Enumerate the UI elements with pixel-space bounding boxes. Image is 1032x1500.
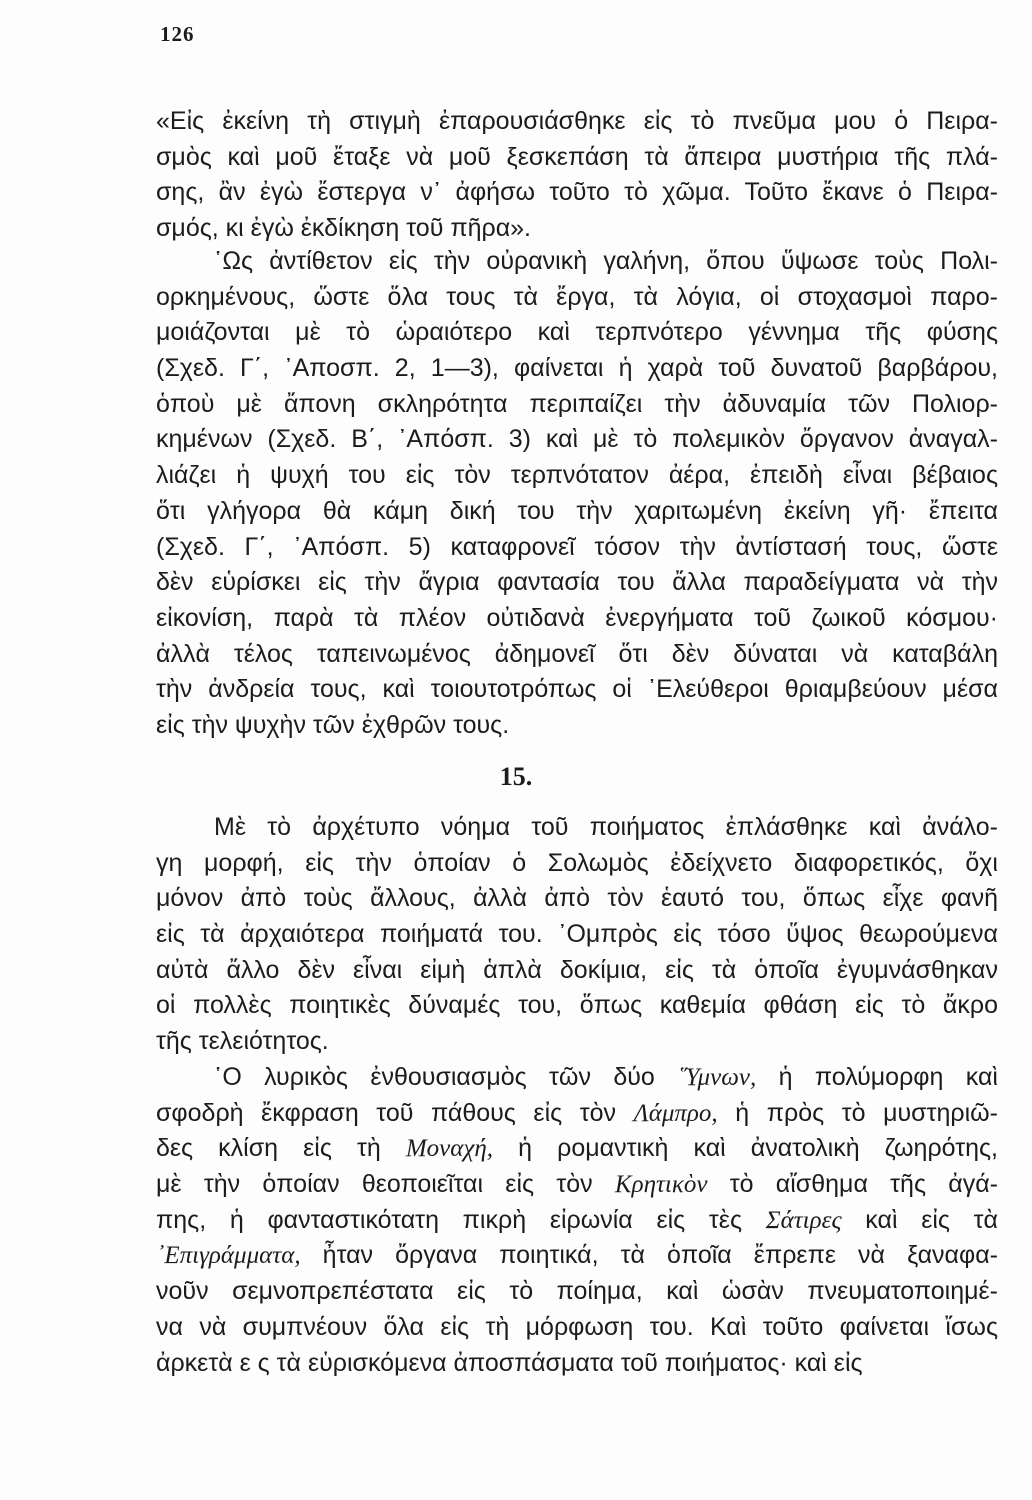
text-run: να νὰ συμπνέουν ὅλα εἰς τὴ μόρφωση του. Καὶ τοῦτο φαίνεται ἴσως — [156, 1312, 998, 1341]
text-line — [156, 846, 998, 882]
text-line — [156, 1131, 998, 1167]
text-run: «Εἰς ἐκείνη τὴ στιγμὴ ἐπαρουσιάσθηκε εἰς τὸ πνεῦμα μου ὁ Πειρα- — [156, 107, 998, 135]
text-run: ὅτι γλήγορα θὰ κάμη δική του τὴν χαριτωμένη ἐκείνη γῆ· ἔπειτα — [156, 496, 998, 525]
text-run: (Σχεδ. Γ΄, ᾽Αποσπ. 2, 1—3), φαίνεται ἡ χαρὰ τοῦ δυνατοῦ βαρβάρου, — [156, 354, 998, 383]
text-run: εἰκονίση, παρὰ τὰ πλέον οὐτιδανὰ ἐνεργήματα τοῦ ζωικοῦ κόσμου· — [156, 603, 998, 632]
italic-title: ᾽Επιγράμματα, — [156, 1242, 301, 1270]
italic-title: Λάμπρο, — [633, 1099, 718, 1127]
text-line — [156, 917, 998, 953]
text-run: οἱ πολλὲς ποιητικὲς δύναμές του, ὅπως καθεμία φθάση εἰς τὸ ἄκρο — [156, 991, 998, 1020]
text-line — [156, 458, 998, 494]
text-run: Μὲ τὸ ἀρχέτυπο νόημα τοῦ ποιήματος ἐπλάσθηκε καὶ ἀνάλο- — [214, 813, 998, 841]
text-line — [156, 494, 998, 530]
text-line — [156, 422, 998, 458]
section-heading: 15. — [499, 762, 533, 791]
text-run: μὲ τὴν ὁποίαν θεοποιεῖται εἰς τὸν — [156, 1170, 615, 1199]
text-run: κημένων (Σχεδ. Β΄, ᾽Απόσπ. 3) καὶ μὲ τὸ πολεμικὸν ὄργανον ἀναγαλ- — [156, 425, 998, 454]
text-run: ἀρκετὰ ε ς τὰ εὑρισκόμενα ἀποσπάσματα τοῦ ποιήματος· καὶ εἰς — [156, 1348, 863, 1377]
italic-title: Κρητικὸν — [614, 1171, 708, 1199]
italic-title: Σάτιρες — [765, 1206, 842, 1234]
text-line — [156, 1024, 998, 1060]
text-line — [156, 1167, 998, 1203]
text-line — [156, 104, 998, 140]
text-run: μόνον ἀπὸ τοὺς ἄλλους, ἀλλὰ ἀπὸ τὸν ἑαυτό του, ὅπως εἶχε φανῆ — [156, 884, 998, 913]
paragraph-contrast — [156, 244, 998, 744]
text-run: τῆς τελειότητος. — [156, 1027, 329, 1056]
text-run: δὲν εὑρίσκει εἰς τὴν ἄγρια φαντασία του ἄλλα παραδείγματα νὰ τὴν — [156, 568, 998, 597]
text-line — [156, 351, 998, 387]
text-run: ἦταν ὄργανα ποιητικά, τὰ ὁποῖα ἔπρεπε νὰ ξαναφα- — [300, 1241, 998, 1270]
text-line — [156, 881, 998, 917]
text-line — [156, 530, 998, 566]
text-line — [156, 1096, 998, 1132]
text-run: καὶ εἰς τὰ — [841, 1205, 998, 1234]
text-line — [156, 1203, 998, 1239]
paragraph-lyric — [156, 1060, 998, 1381]
text-run: δες κλίση εἰς τὴ — [156, 1134, 406, 1163]
text-run: ορκημένους, ὥστε ὅλα τους τὰ ἔργα, τὰ λόγια, οἱ στοχασμοὶ παρο- — [156, 282, 998, 311]
italic-title: ῞Υμνων, — [677, 1064, 757, 1091]
text-line — [156, 140, 998, 176]
text-line — [156, 988, 998, 1024]
text-run: τὸ αἴσθημα τῆς ἀγά- — [707, 1170, 998, 1199]
text-run: τὴν ἀνδρεία τους, καὶ τοιουτοτρόπως οἱ ᾽Ελεύθεροι θριαμβεύουν μέσα — [156, 675, 998, 704]
text-line — [156, 601, 998, 637]
text-run: μοιάζονται μὲ τὸ ὡραιότερο καὶ τερπνότερο γέννημα τῆς φύσης — [156, 318, 998, 347]
text-run: ἡ πολύμορφη καὶ — [756, 1063, 998, 1091]
text-line — [156, 280, 998, 316]
paragraph-quote — [156, 104, 998, 247]
page-number: 126 — [160, 22, 195, 46]
text-line — [156, 953, 998, 989]
text-line — [156, 810, 998, 846]
text-run: εἰς τὰ ἀρχαιότερα ποιήματά του. ᾽Ομπρὸς εἰς τόσο ὕψος θεωρούμενα — [156, 920, 998, 949]
text-run: εἰς τὴν ψυχὴν τῶν ἐχθρῶν τους. — [156, 710, 510, 739]
text-line — [156, 315, 998, 351]
text-line — [156, 244, 998, 280]
italic-title: Μοναχή, — [405, 1135, 494, 1163]
text-run: αὐτὰ ἄλλο δὲν εἶναι εἰμὴ ἁπλὰ δοκίμια, εἰς τὰ ὁποῖα ἐγυμνάσθηκαν — [156, 955, 998, 984]
text-line — [156, 1346, 998, 1382]
text-run: ἡ πρὸς τὸ μυστηριῶ- — [717, 1098, 998, 1127]
text-run: πης, ἡ φανταστικότατη πικρὴ εἰρωνία εἰς τὲς — [156, 1205, 766, 1234]
text-line — [156, 1310, 998, 1346]
text-run: (Σχεδ. Γ΄, ᾽Απόσπ. 5) καταφρονεῖ τόσον τὴν ἀντίστασή τους, ὥστε — [156, 532, 998, 561]
paragraph-archetype — [156, 810, 998, 1060]
text-line — [156, 565, 998, 601]
text-run: γη μορφή, εἰς τὴν ὁποίαν ὁ Σολωμὸς ἐδείχνετο διαφορετικός, ὄχι — [156, 848, 998, 877]
text-run: σμὸς καὶ μοῦ ἔταξε νὰ μοῦ ξεσκεπάση τὰ ἄπειρα μυστήρια τῆς πλά- — [156, 142, 998, 171]
text-line — [156, 211, 998, 247]
text-line — [156, 175, 998, 211]
text-run: λιάζει ἡ ψυχή του εἰς τὸν τερπνότατον ἀέρα, ἐπειδὴ εἶναι βέβαιος — [156, 461, 998, 490]
text-line — [156, 708, 998, 744]
text-run: σφοδρὴ ἔκφραση τοῦ πάθους εἰς τὸν — [156, 1098, 634, 1127]
text-run: ἡ ρομαντικὴ καὶ ἀνατολικὴ ζωηρότης, — [493, 1134, 998, 1163]
text-run: ῾Ο λυρικὸς ἐνθουσιασμὸς τῶν δύο — [214, 1063, 678, 1091]
text-run: σης, ἂν ἐγὼ ἔστεργα ν᾽ ἀφήσω τοῦτο τὸ χῶμα. Τοῦτο ἔκανε ὁ Πειρα- — [156, 178, 998, 207]
text-line — [156, 637, 998, 673]
text-run: ὁποὺ μὲ ἄπονη σκληρότητα περιπαίζει τὴν ἀδυναμία τῶν Πολιορ- — [156, 389, 998, 418]
text-line — [156, 1274, 998, 1310]
text-run: ἀλλὰ τέλος ταπεινωμένος ἀδημονεῖ ὅτι δὲν δύναται νὰ καταβάλη — [156, 639, 998, 668]
text-line — [156, 672, 998, 708]
text-run: σμός, κι ἐγὼ ἐκδίκηση τοῦ πῆρα». — [156, 214, 531, 243]
text-run: νοῦν σεμνοπρεπέστατα εἰς τὸ ποίημα, καὶ ὡσὰν πνευματοποιημέ- — [156, 1277, 998, 1306]
text-line — [156, 1060, 998, 1096]
text-line — [156, 387, 998, 423]
text-run: ῾Ως ἀντίθετον εἰς τὴν οὐρανικὴ γαλήνη, ὅπου ὕψωσε τοὺς Πολι- — [214, 247, 998, 275]
text-line — [156, 1238, 998, 1274]
